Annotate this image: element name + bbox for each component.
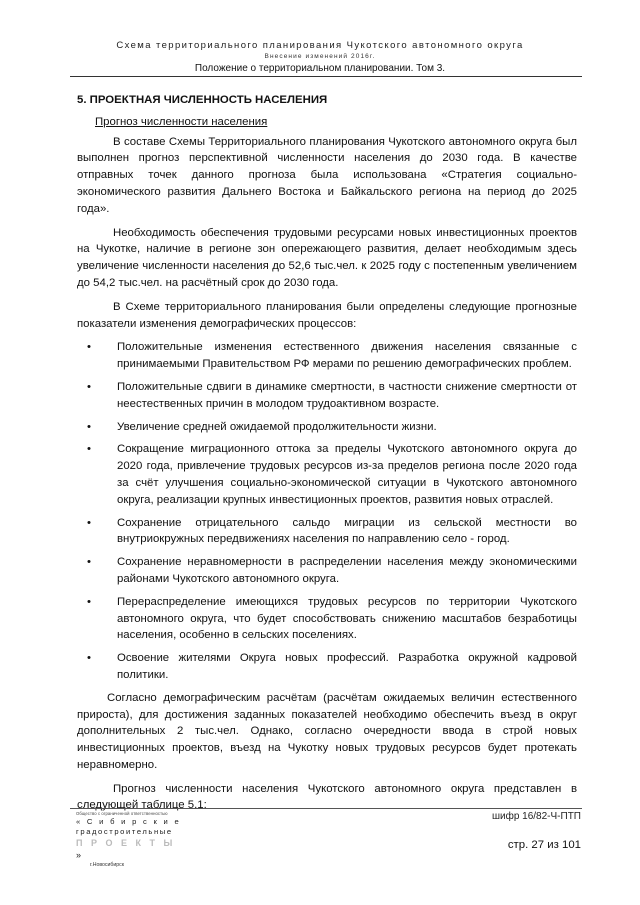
paragraph-table-reference: Прогноз численности населения Чукотского автономного округа представлен в следующей таблице 5.1: [77, 782, 577, 812]
paragraph-indicators-intro: В Схеме территориального планирования были определены следующие прогнозные показатели изменения демографических процессов: [77, 300, 577, 330]
logo-line-1: « С и б и р с к и е [76, 817, 182, 826]
bullet-icon: • [87, 341, 91, 354]
list-item [77, 441, 577, 508]
paragraph-demographic-calc: Согласно демографическим расчётам (расчётам ожидаемых величин естественного прироста), для достижения заданных показателей необходимо обеспечить въезд в округ дополнительных 2 тыс.чел. Однако, согласно очередности ввода в строй новых инвестиционных проектов, въезд на Чукотку новых трудовых ресурсов будет протекать неравномерно. [77, 691, 577, 771]
indicators-list [77, 339, 577, 683]
list-item-text: Положительные изменения естественного движения населения связанные с принимаемыми Правительством РФ мерами по решению демографических проблем. [117, 341, 577, 371]
list-item-text: Перераспределение имеющихся трудовых ресурсов по территории Чукотского автономного округа, что будет способствовать снижению масштабов безработицы населения, особенно в сельских поселениях. [117, 595, 577, 642]
bullet-icon: • [87, 443, 91, 456]
paragraph-forecast-intro: В составе Схемы Территориального планирования Чукотского автономного округа был выполнен прогноз перспективной численности населения до 2030 года. В качестве отправных точек данного прогноза была использована «Стратегия социально-экономического развития Дальнего Востока и Байкальского региона на период до 2025 года». [77, 135, 577, 215]
list-item-text: Положительные сдвиги в динамике смертности, в частности снижение смертности от неестественных причин в молодом трудоактивном возрасте. [117, 380, 577, 410]
list-item [77, 650, 577, 684]
subsection-title: Прогноз численности населения [95, 115, 268, 128]
list-item [77, 594, 577, 644]
list-item-text: Увеличение средней ожидаемой продолжительности жизни. [117, 420, 437, 433]
list-item [77, 339, 577, 373]
page-number: стр. 27 из 101 [507, 839, 581, 851]
list-item-text: Сохранение отрицательного сальдо миграции из сельской местности во внутриокружных передвижениях населения по направлению село - город. [117, 516, 577, 546]
company-logo [76, 811, 186, 869]
document-cipher: шифр 16/82-Ч-ПТП [491, 811, 581, 822]
footer-divider [70, 808, 582, 809]
list-item [77, 379, 577, 413]
list-item [77, 515, 577, 549]
logo-line-2: градостроительные [76, 827, 173, 836]
logo-line-3-text: П Р О Е К Т Ы [76, 838, 176, 848]
list-item-text: Сохранение неравномерности в распределении населения между экономическими районами Чукотского автономного округа. [117, 556, 577, 585]
bullet-icon: • [87, 556, 91, 569]
header-revision: Внесение изменений 2016г. [264, 53, 376, 60]
list-item-text: Сокращение миграционного оттока за пределы Чукотского автономного округа до 2020 года, привлечение трудовых ресурсов из-за пределов региона после 2020 года за счёт улучшения социально-экономической ситуации в Чукотского автономного округа, реализации крупных инвестиционных проектов, развития новых отраслей. [117, 443, 577, 506]
page-header [0, 40, 640, 75]
list-item [77, 419, 577, 436]
logo-line-3 [76, 837, 186, 861]
bullet-icon: • [87, 420, 91, 433]
bullet-icon: • [87, 652, 91, 665]
bullet-icon: • [87, 516, 91, 529]
paragraph-labor-resources: Необходимость обеспечения трудовыми ресурсами новых инвестиционных проектов на Чукотке, наличие в регионе зон опережающего развития, делает необходимым здесь увеличение численности населения до 52,6 тыс.чел. к 2025 году с постепенным увеличением до 54,2 тыс.чел. на расчётный срок до 2030 года. [77, 226, 577, 289]
logo-company-type: Общество с ограниченной ответственностью [76, 811, 168, 816]
header-volume: Положение о территориальном планировании. Том 3. [194, 63, 446, 74]
section-title: 5. ПРОЕКТНАЯ ЧИСЛЕННОСТЬ НАСЕЛЕНИЯ [77, 94, 328, 106]
logo-city: г.Новосибирск [90, 862, 125, 868]
list-item [77, 554, 577, 588]
bullet-icon: • [87, 595, 91, 608]
list-item-text: Освоение жителями Округа новых профессий. Разработка окружной кадровой политики. [117, 652, 577, 681]
header-document-title: Схема территориального планирования Чукотского автономного округа [116, 40, 524, 51]
document-body [77, 92, 577, 821]
logo-quote: » [76, 850, 85, 860]
header-divider [70, 76, 582, 77]
bullet-icon: • [87, 380, 91, 393]
